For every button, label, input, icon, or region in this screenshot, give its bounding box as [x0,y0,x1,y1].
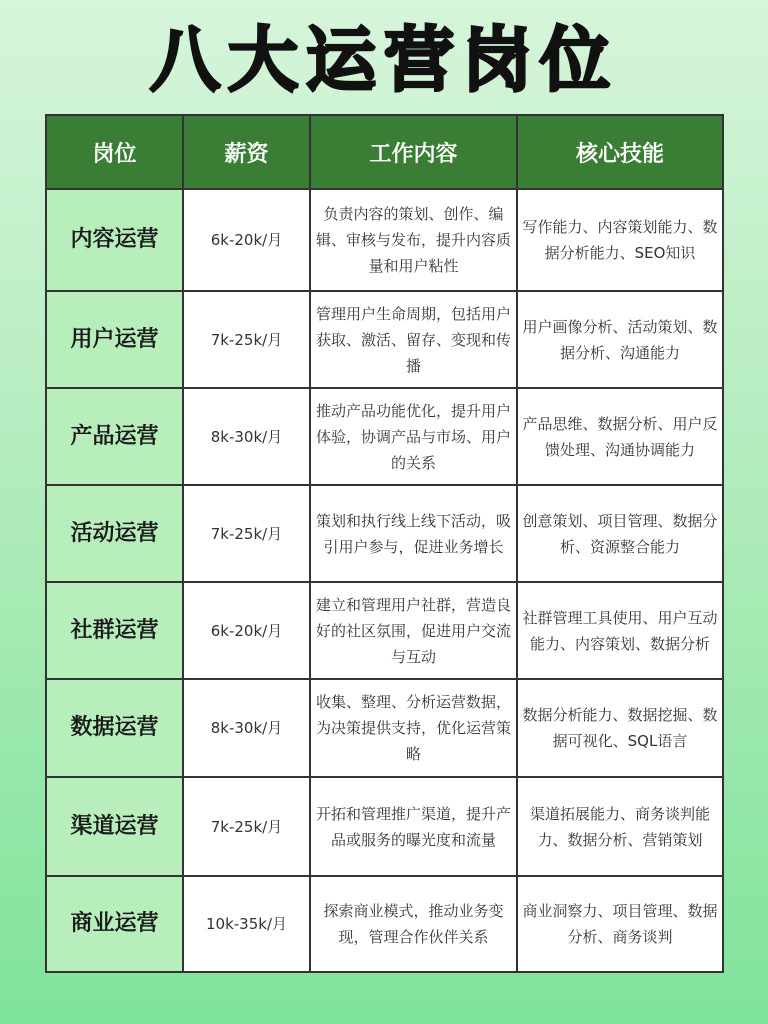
skills-cell: 用户画像分析、活动策划、数据分析、沟通能力 [517,291,723,388]
operations-roles-table [45,114,724,973]
duties-cell: 策划和执行线上线下活动，吸引用户参与，促进业务增长 [310,485,517,582]
salary-cell: 7k-25k/月 [183,291,310,388]
duties-cell: 推动产品功能优化，提升用户体验，协调产品与市场、用户的关系 [310,388,517,485]
table-row [46,388,723,485]
header-duties: 工作内容 [310,115,517,189]
salary-cell: 10k-35k/月 [183,876,310,972]
table-row [46,582,723,679]
table-header-row [46,115,723,189]
position-cell: 产品运营 [46,388,183,485]
position-cell: 数据运营 [46,679,183,777]
salary-cell: 6k-20k/月 [183,582,310,679]
table-row [46,679,723,777]
skills-cell: 创意策划、项目管理、数据分析、资源整合能力 [517,485,723,582]
position-cell: 内容运营 [46,189,183,291]
skills-cell: 写作能力、内容策划能力、数据分析能力、SEO知识 [517,189,723,291]
skills-cell: 社群管理工具使用、用户互动能力、内容策划、数据分析 [517,582,723,679]
position-cell: 社群运营 [46,582,183,679]
position-cell: 用户运营 [46,291,183,388]
salary-cell: 7k-25k/月 [183,485,310,582]
page-title: 八大运营岗位 [150,19,618,101]
duties-cell: 探索商业模式，推动业务变现，管理合作伙伴关系 [310,876,517,972]
duties-cell: 开拓和管理推广渠道，提升产品或服务的曝光度和流量 [310,777,517,876]
table-row [46,876,723,972]
position-cell: 渠道运营 [46,777,183,876]
header-salary: 薪资 [183,115,310,189]
skills-cell: 渠道拓展能力、商务谈判能力、数据分析、营销策划 [517,777,723,876]
salary-cell: 8k-30k/月 [183,388,310,485]
salary-cell: 6k-20k/月 [183,189,310,291]
duties-cell: 管理用户生命周期，包括用户获取、激活、留存、变现和传播 [310,291,517,388]
duties-cell: 建立和管理用户社群，营造良好的社区氛围，促进用户交流与互动 [310,582,517,679]
table-body [46,189,723,972]
skills-cell: 商业洞察力、项目管理、数据分析、商务谈判 [517,876,723,972]
table-row [46,777,723,876]
table-row [46,485,723,582]
table-row [46,189,723,291]
salary-cell: 7k-25k/月 [183,777,310,876]
duties-cell: 收集、整理、分析运营数据，为决策提供支持，优化运营策略 [310,679,517,777]
header-skills: 核心技能 [517,115,723,189]
skills-cell: 产品思维、数据分析、用户反馈处理、沟通协调能力 [517,388,723,485]
header-position: 岗位 [46,115,183,189]
position-cell: 活动运营 [46,485,183,582]
position-cell: 商业运营 [46,876,183,972]
skills-cell: 数据分析能力、数据挖掘、数据可视化、SQL语言 [517,679,723,777]
table-row [46,291,723,388]
salary-cell: 8k-30k/月 [183,679,310,777]
duties-cell: 负责内容的策划、创作、编辑、审核与发布，提升内容质量和用户粘性 [310,189,517,291]
